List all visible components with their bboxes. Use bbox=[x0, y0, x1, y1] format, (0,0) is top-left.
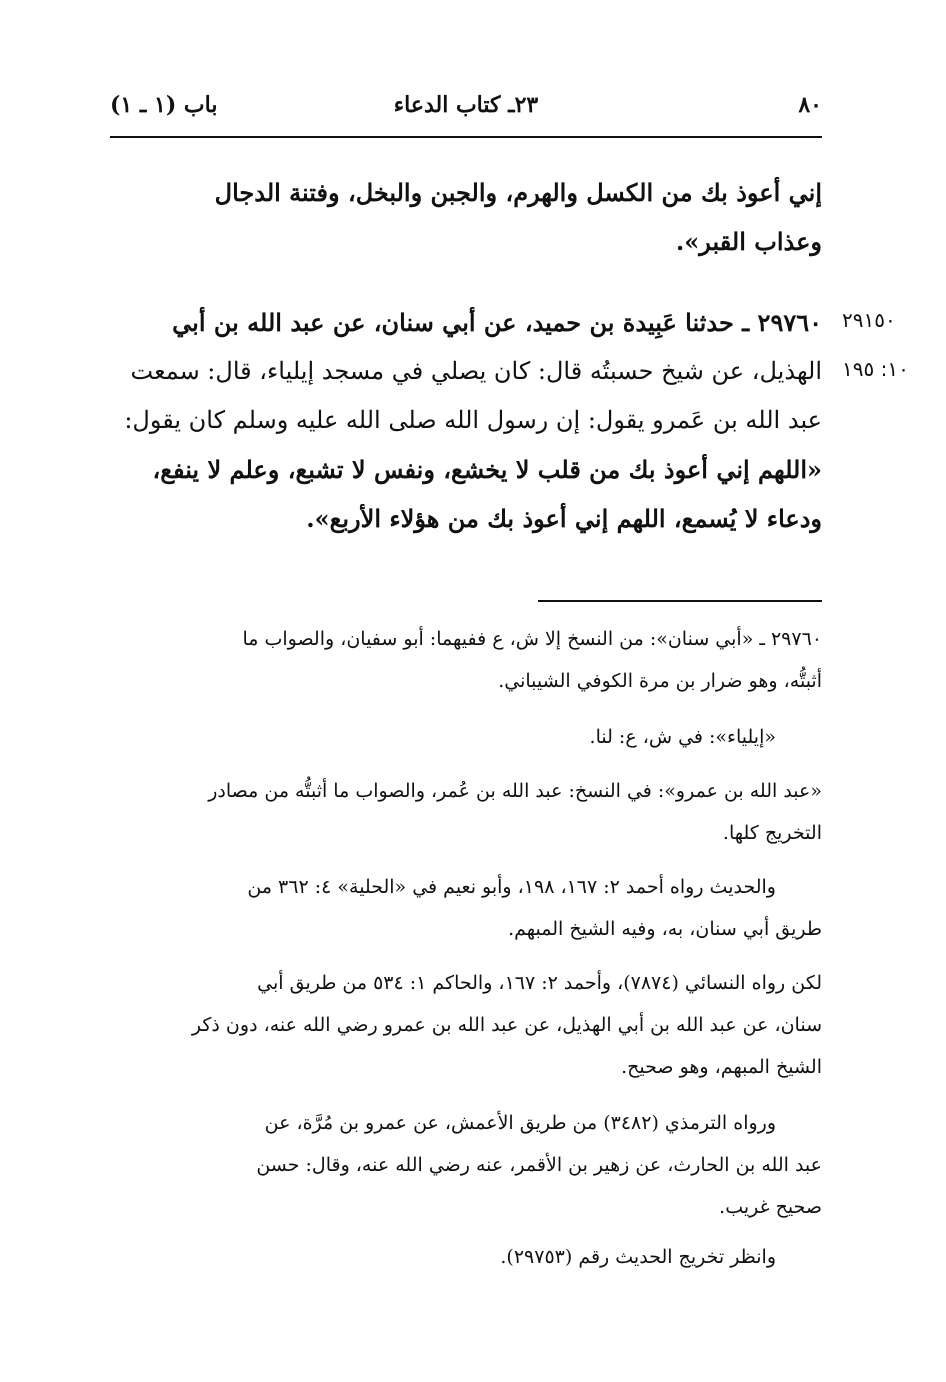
text-line: إني أعوذ بك من الكسل والهرم، والجبن والبخل، وفتنة الدجال bbox=[214, 178, 822, 207]
text-line: ورواه الترمذي (٣٤٨٢) من طريق الأعمش، عن عمرو بن مُرَّة، عن bbox=[264, 1112, 776, 1134]
text-line: وانظر تخريج الحديث رقم (٢٩٧٥٣). bbox=[500, 1246, 776, 1268]
header-rule bbox=[110, 136, 822, 138]
text-line: ٢٩٧٦٠ ـ حدثنا عَبِيدة بن حميد، عن أبي سنان، عن عبد الله بن أبي bbox=[172, 308, 822, 337]
text-line: طريق أبي سنان، به، وفيه الشيخ المبهم. bbox=[508, 918, 822, 940]
text-line: «إيلياء»: في ش، ع: لنا. bbox=[589, 726, 776, 748]
footnote-2 bbox=[110, 716, 822, 758]
text-line: ٢٩٧٦٠ ـ «أبي سنان»: من النسخ إلا ش، ع ففيهما: أبو سفيان، والصواب ما bbox=[242, 628, 822, 650]
text-line: «عبد الله بن عمرو»: في النسخ: عبد الله بن عُمر، والصواب ما أثبتُّه من مصادر bbox=[208, 780, 822, 802]
text-line: وعذاب القبر». bbox=[675, 227, 822, 256]
footnote-6 bbox=[110, 1102, 822, 1228]
main-paragraph-1 bbox=[110, 168, 822, 266]
footnote-rule bbox=[538, 600, 822, 602]
footnote-1 bbox=[110, 618, 822, 702]
footnote-7 bbox=[110, 1236, 822, 1278]
text-line: أثبتُّه، وهو ضرار بن مرة الكوفي الشيباني. bbox=[498, 670, 822, 692]
running-header bbox=[110, 88, 822, 128]
footnote-3 bbox=[110, 770, 822, 854]
margin-ref-2: ١٠: ١٩٥ bbox=[842, 357, 909, 381]
text-line: الشيخ المبهم، وهو صحيح. bbox=[621, 1056, 822, 1078]
text-line: ودعاء لا يُسمع، اللهم إني أعوذ بك من هؤلاء الأربع». bbox=[306, 504, 822, 533]
footnote-4 bbox=[110, 866, 822, 950]
page-number: ٨٠ bbox=[798, 92, 822, 118]
text-line: «اللهم إني أعوذ بك من قلب لا يخشع، ونفس لا تشبع، وعلم لا ينفع، bbox=[152, 455, 822, 484]
text-line: الهذيل، عن شيخ حسبتُه قال: كان يصلي في مسجد إيلياء، قال: سمعت bbox=[130, 357, 822, 385]
book-title: ٢٣ـ كتاب الدعاء bbox=[393, 92, 539, 118]
text-line: لكن رواه النسائي (٧٨٧٤)، وأحمد ٢: ١٦٧، والحاكم ١: ٥٣٤ من طريق أبي bbox=[257, 972, 822, 994]
text-line: سنان، عن عبد الله بن أبي الهذيل، عن عبد الله بن عمرو رضي الله عنه، دون ذكر bbox=[191, 1014, 822, 1036]
text-line: صحيح غريب. bbox=[719, 1196, 822, 1218]
text-line: التخريج كلها. bbox=[722, 822, 822, 844]
text-line: والحديث رواه أحمد ٢: ١٦٧، ١٩٨، وأبو نعيم في «الحلية» ٤: ٣٦٢ من bbox=[247, 876, 776, 898]
main-paragraph-2 bbox=[110, 298, 822, 543]
margin-ref-1: ٢٩١٥٠ bbox=[842, 308, 896, 332]
chapter-label: باب (١ ـ ١) bbox=[110, 92, 218, 118]
footnote-5 bbox=[110, 962, 822, 1088]
text-line: عبد الله بن الحارث، عن زهير بن الأقمر، عنه رضي الله عنه، وقال: حسن bbox=[256, 1154, 822, 1176]
text-line: عبد الله بن عَمرو يقول: إن رسول الله صلى الله عليه وسلم كان يقول: bbox=[124, 406, 822, 434]
